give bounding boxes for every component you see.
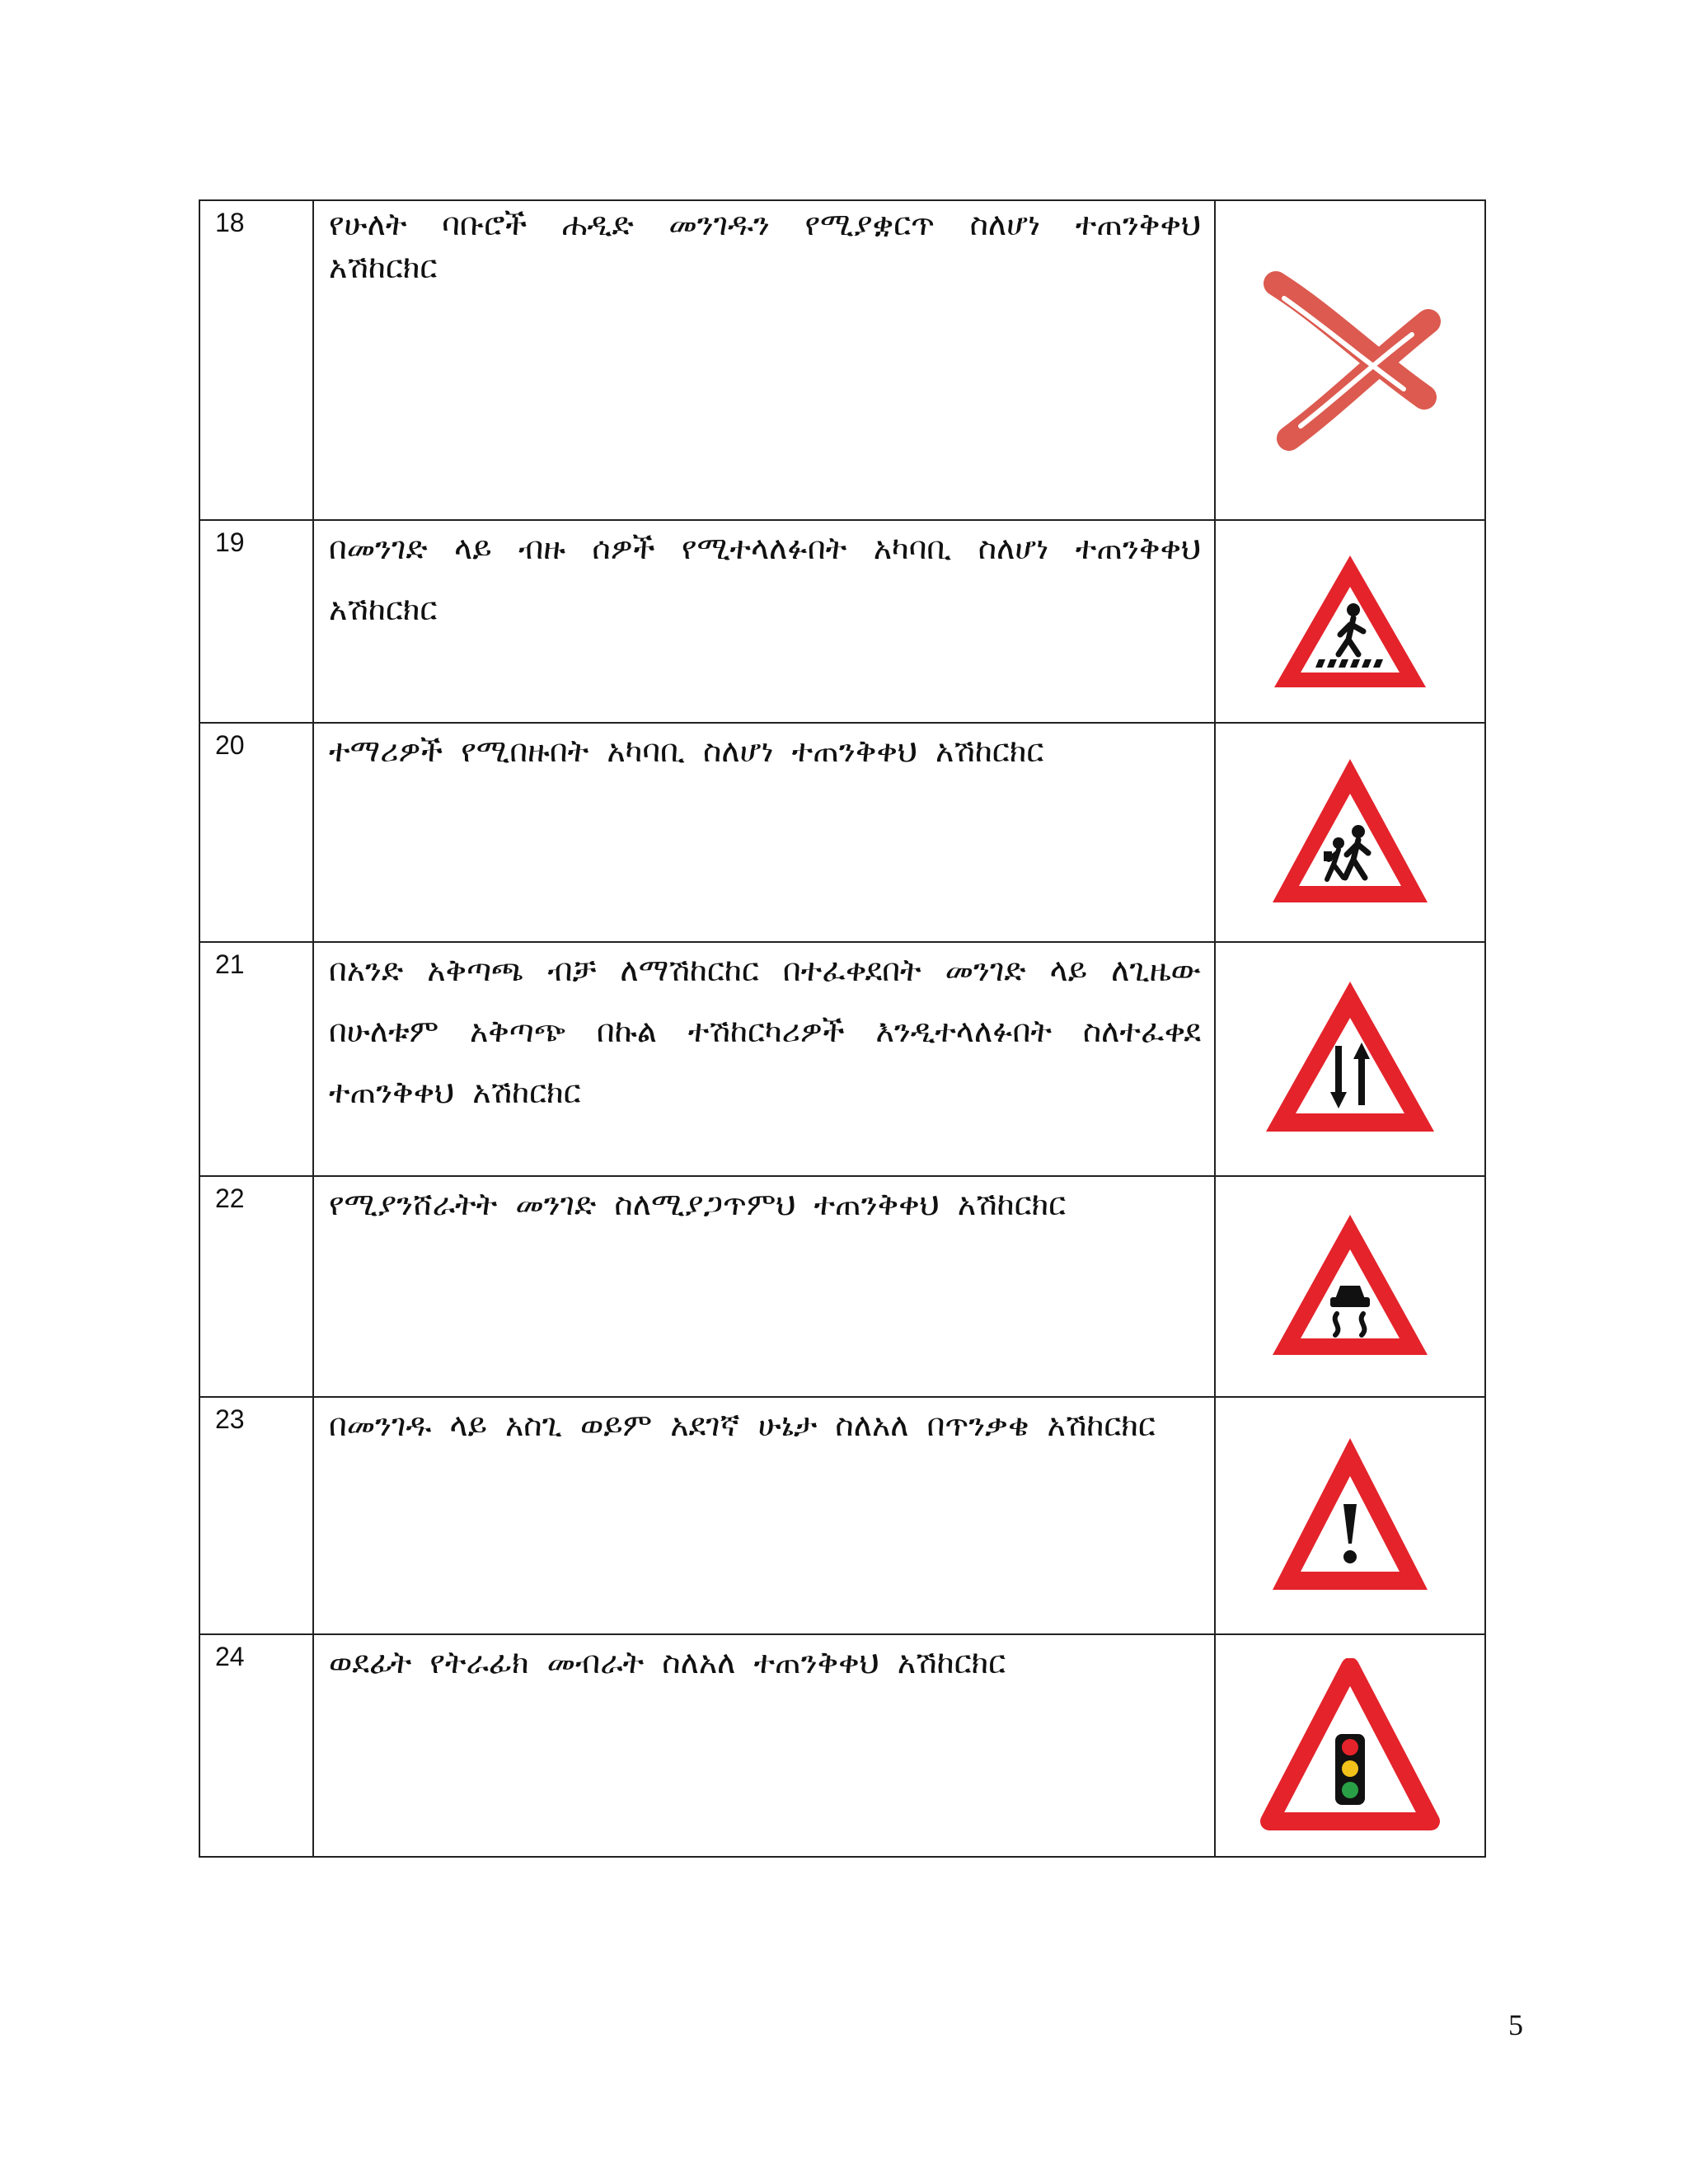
row-description: የሚያንሸራትት መንገድ ስለሚያጋጥምህ ተጠንቅቀህ አሽከርክር xyxy=(329,1186,1067,1222)
table-row xyxy=(199,1176,1485,1397)
row-description: በአንድ አቅጣጫ ብቻ ለማሽከርከር በተፈቀደበት መንገድ ላይ ለጊዜው በሁለቱም አቅጣጭ በኩል ተሽከርካሪዎች እንዲተላለፉበት ስለተፈቀደ ተጠንቅቀህ አሽከርክር xyxy=(329,952,1201,1110)
row-number: 23 xyxy=(215,1404,245,1434)
row-description: በመንገድ ላይ ብዙ ሰዎች የሚተላለፉበት አካባቢ ስለሆነ ተጠንቅቀህ አሽከርክር xyxy=(329,530,1201,627)
traffic-signs-table xyxy=(199,199,1486,1858)
pedestrian-crossing-icon xyxy=(1268,549,1432,694)
general-danger-icon xyxy=(1268,1433,1432,1598)
table-row xyxy=(199,723,1485,942)
row-number: 22 xyxy=(215,1183,245,1213)
railway-crossing-icon xyxy=(1259,265,1441,455)
two-way-traffic-icon xyxy=(1259,977,1441,1141)
page-number: 5 xyxy=(1508,2008,1523,2041)
row-number: 18 xyxy=(215,208,245,237)
row-number: 19 xyxy=(215,527,245,557)
row-description: ተማሪዎች የሚበዙበት አካባቢ ስለሆነ ተጠንቅቀህ አሽከርክር xyxy=(329,733,1044,769)
slippery-road-icon xyxy=(1268,1210,1432,1363)
table-row xyxy=(199,1634,1485,1857)
traffic-light-icon xyxy=(1259,1658,1441,1833)
row-number: 21 xyxy=(215,949,245,979)
row-description: ወደፊት የትራፊክ መብራት ስለአለ ተጠንቅቀህ አሽከርክር xyxy=(329,1644,1006,1680)
row-description: በመንገዱ ላይ አስጊ ወይም አደገኛ ሁኔታ ስለአለ በጥንቃቄ አሽከርክር xyxy=(329,1407,1156,1443)
table-row xyxy=(199,520,1485,723)
row-number: 20 xyxy=(215,730,245,760)
row-number: 24 xyxy=(215,1642,245,1671)
table-row xyxy=(199,200,1485,520)
row-description: የሁለት ባቡሮች ሐዲድ መንገዱን የሚያቋርጥ ስለሆነ ተጠንቅቀህ አሽከርክር xyxy=(329,206,1201,285)
children-crossing-icon xyxy=(1268,754,1432,911)
table-row xyxy=(199,1397,1485,1634)
table-row xyxy=(199,942,1485,1176)
